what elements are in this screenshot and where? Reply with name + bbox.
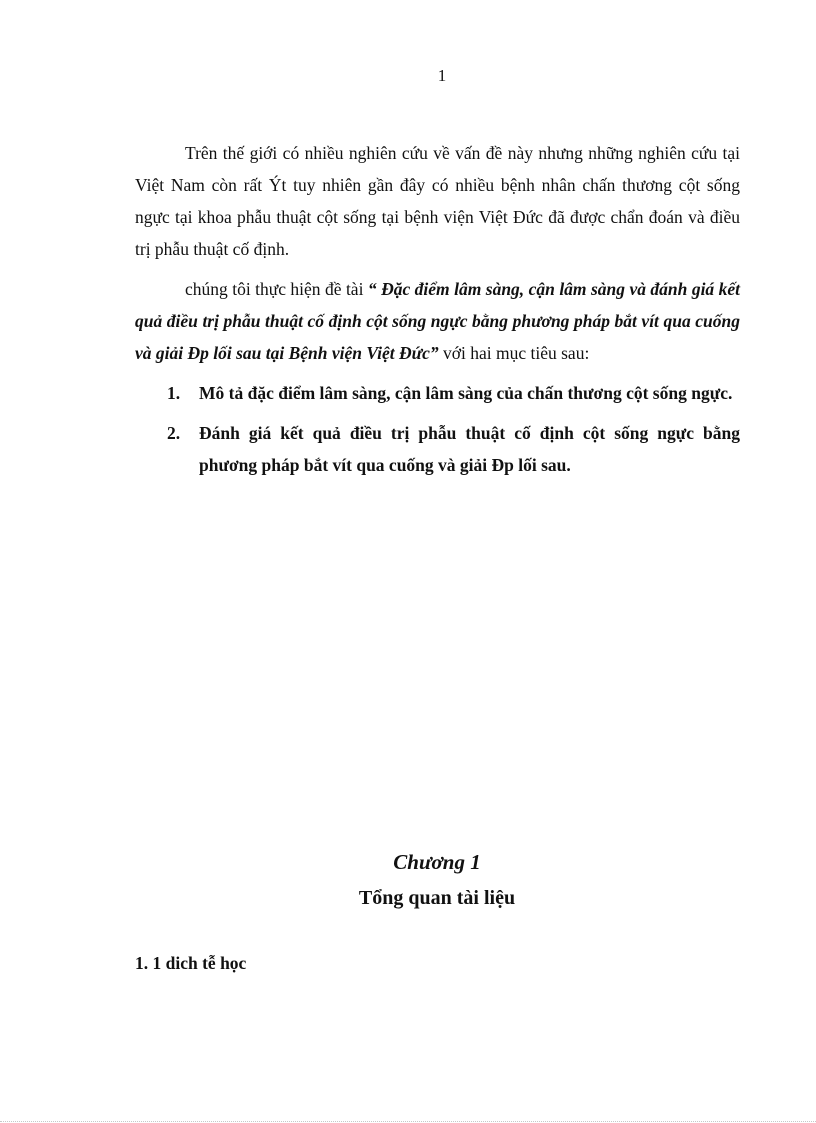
study-lead-text: chúng tôi thực hiện đề tài xyxy=(185,279,368,299)
study-title: “ Đặc điểm lâm sàng, cận lâm sàng và đánh giá kết quả điều trị phẫu thuật cố định cột sống ngực bằng phương pháp bắt vít qua cuống và giải Ðp lối sau tại Bệnh viện Việt Đức” xyxy=(135,279,741,363)
objective-item xyxy=(135,417,740,481)
page-bottom-divider xyxy=(0,1121,816,1122)
objective-number: 1. xyxy=(167,383,181,403)
intro-paragraph: Trên thế giới có nhiều nghiên cứu về vấn đề này nhưng những nghiên cứu tại Việt Nam còn rất Ýt tuy nhiên gần đây có nhiều bệnh nhân chấn thương cột sống ngực tại khoa phẫu thuật cột sống tại bệnh viện Việt Đức đã được chẩn đoán và điều trị phẫu thuật cố định. xyxy=(135,143,740,259)
objective-number: 2. xyxy=(167,423,181,443)
page-number: 1 xyxy=(437,66,447,85)
objective-item xyxy=(135,377,740,409)
chapter-title: Tổng quan tài liệu xyxy=(358,887,516,909)
chapter-number: Chương 1 xyxy=(393,850,481,874)
objective-text: Đánh giá kết quả điều trị phẫu thuật cố định cột sống ngực bằng phương pháp bắt vít qua cuống và giải Ðp lối sau. xyxy=(199,423,740,475)
section-heading: 1. 1 dich tễ học xyxy=(135,953,247,973)
objective-text: Mô tả đặc điểm lâm sàng, cận lâm sàng của chấn thương cột sống ngực. xyxy=(199,383,733,403)
study-paragraph xyxy=(135,273,740,369)
study-tail-text: với hai mục tiêu sau: xyxy=(438,343,590,363)
objectives-list xyxy=(135,377,740,489)
